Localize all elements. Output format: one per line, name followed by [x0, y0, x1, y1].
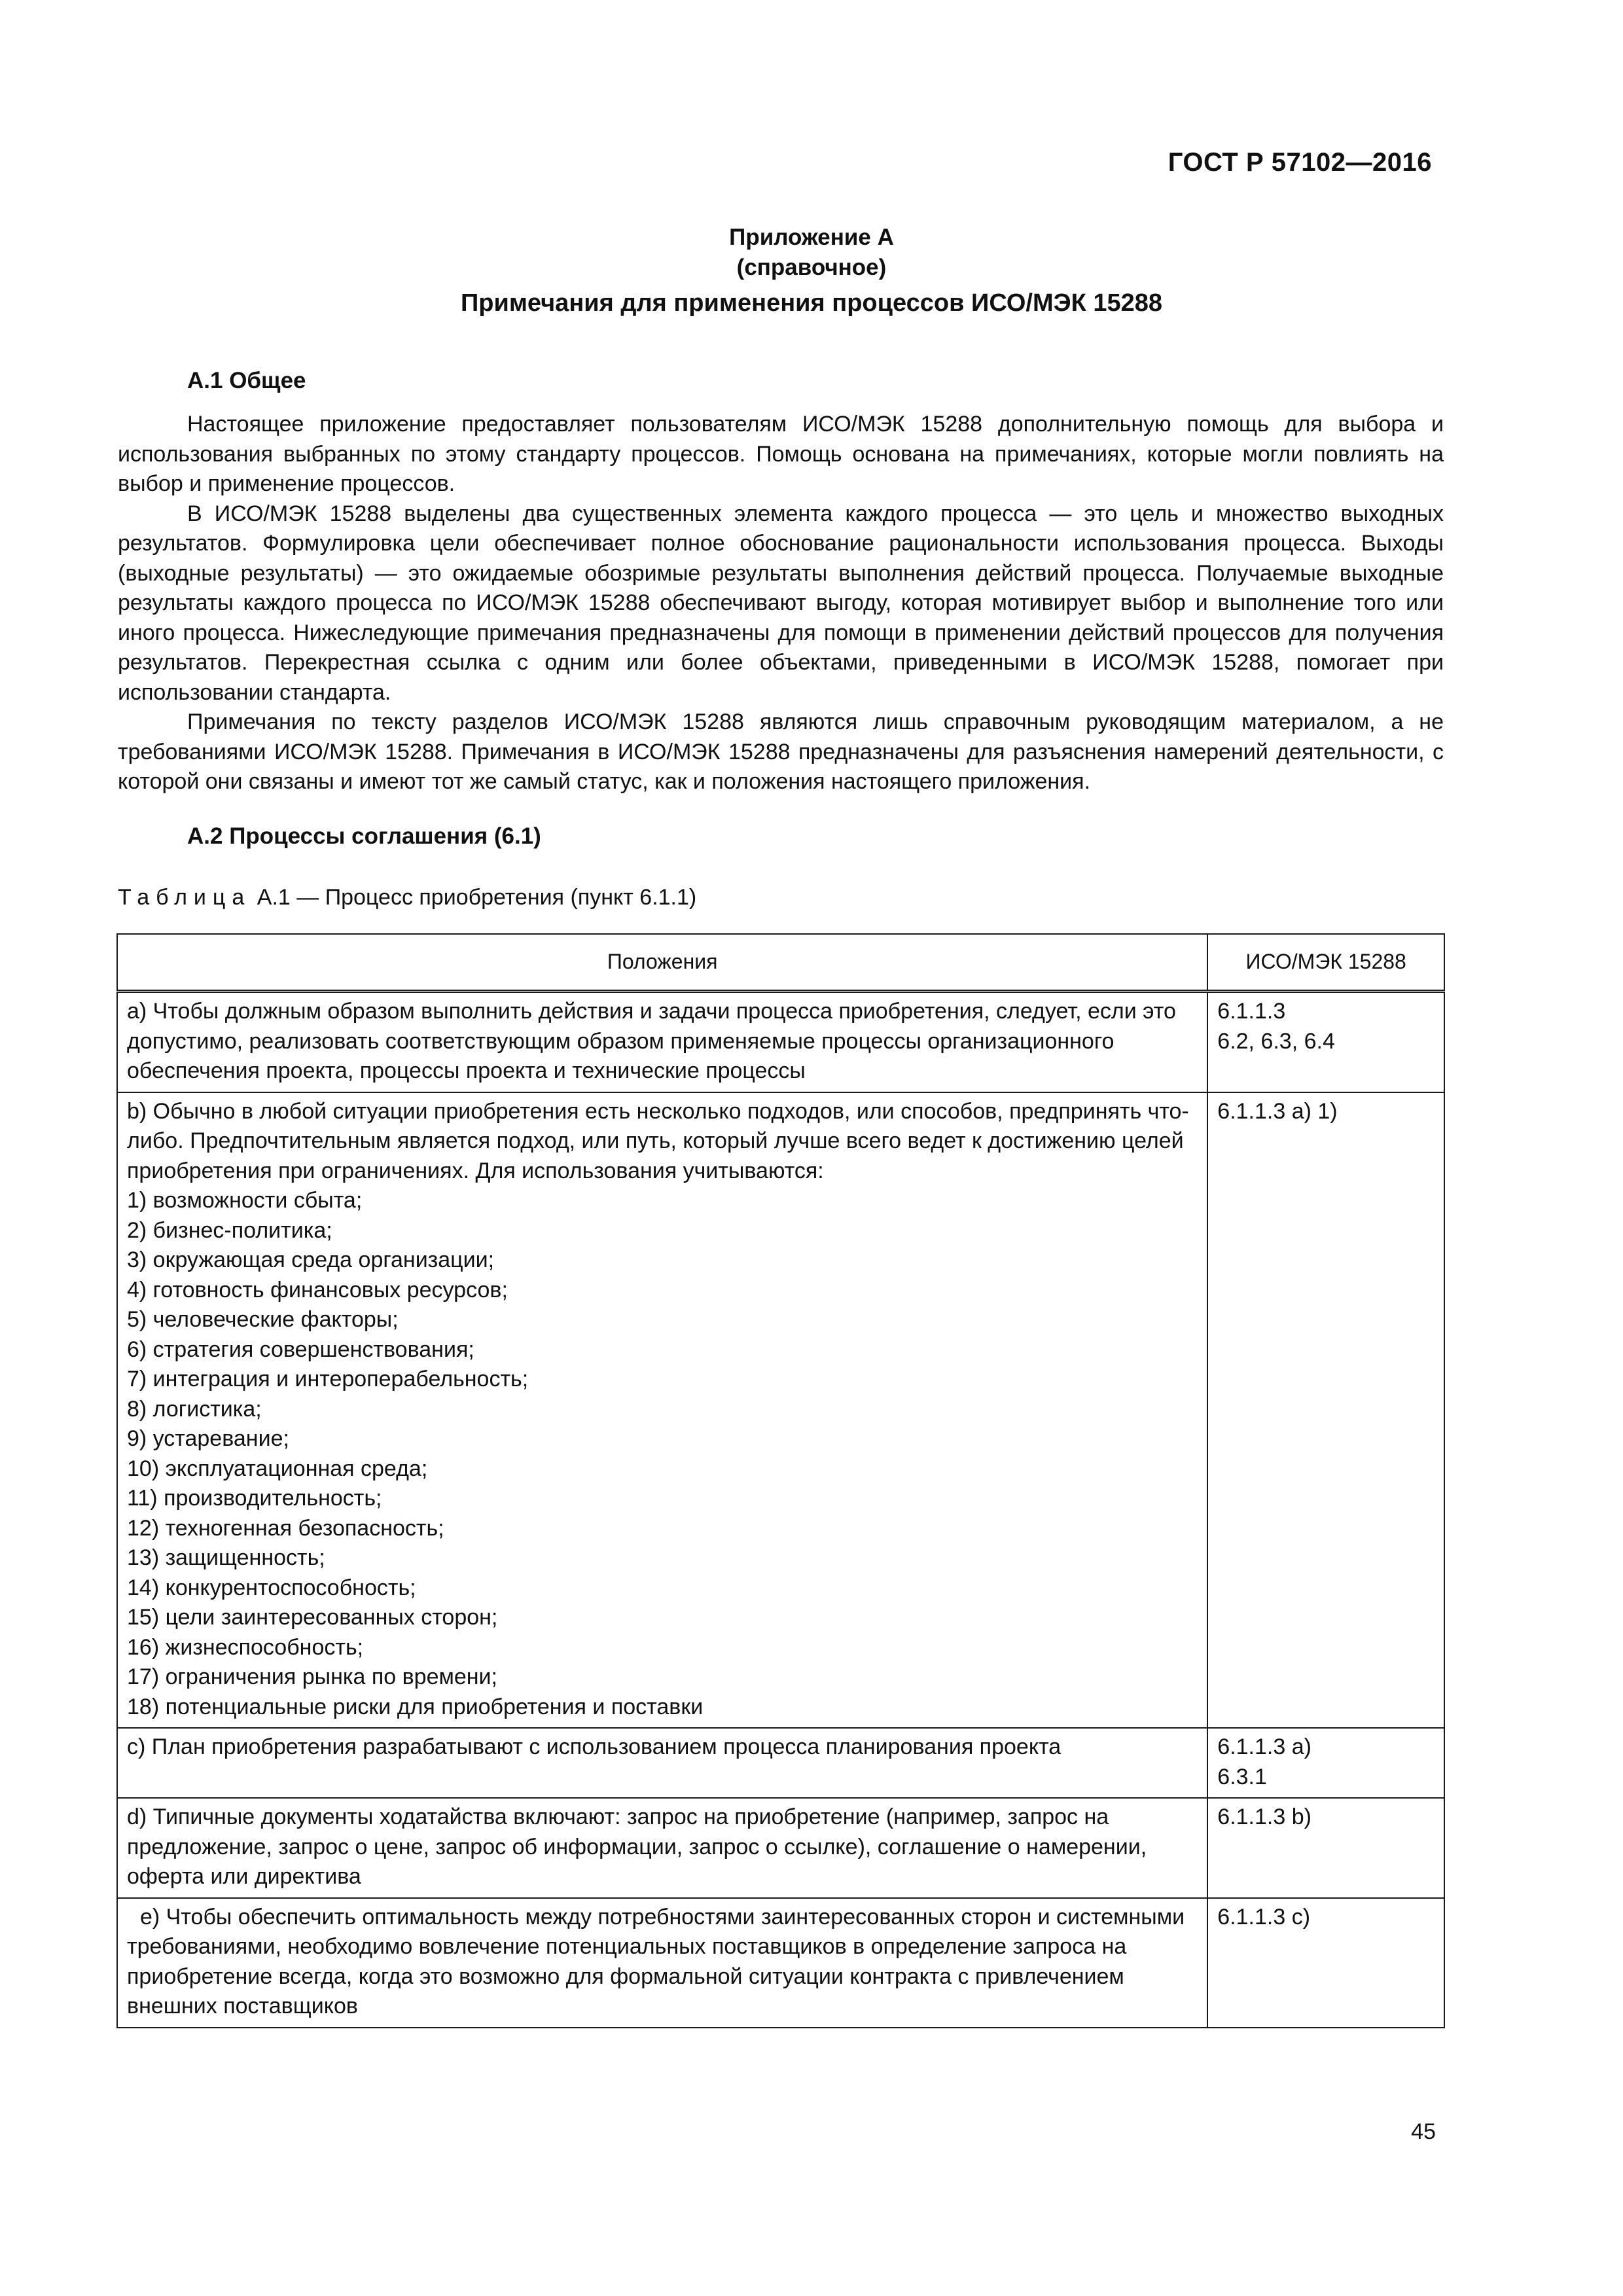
annex-heading — [0, 223, 1623, 321]
reference-line: 6.1.1.3 а) — [1217, 1734, 1311, 1759]
table-header-row — [117, 934, 1444, 992]
table-row — [117, 992, 1444, 1092]
table-row — [117, 1898, 1444, 2028]
reference-line: 6.3.1 — [1217, 1764, 1267, 1789]
list-item: 1) возможности сбыта; — [127, 1188, 363, 1213]
provision-cell: e) Чтобы обеспечить оптимальность между потребностями заинтересованных сторон и системными требованиями, необходимо вовлечение потенциальных поставщиков в определение запроса на приобретение всегда, когда это возможно для формальной ситуации контракта с привлечением внешних поставщиков — [117, 1898, 1207, 2028]
reference-line: 6.1.1.3 b) — [1217, 1804, 1311, 1829]
paragraph: В ИСО/МЭК 15288 выделены два существенных элемента каждого процесса — это цель и множество выходных результатов. Формулировка цели обеспечивает полное обоснование рациональности использования процесса. Выходы (выходные результаты) — это ожидаемые обозримые результаты выполнения действий процесса. Получаемые выходные результаты каждого процесса по ИСО/МЭК 15288 обеспечивают выгоду, которая мотивирует выбор и выполнение того или иного процесса. Нижеследующие примечания предназначены для помощи в применении действий процессов для получения результатов. Перекрестная ссылка с одним или более объектами, приведенными в ИСО/МЭК 15288, помогает при использовании стандарта. — [118, 501, 1444, 705]
list-item: 5) человеческие факторы; — [127, 1307, 399, 1332]
list-item: 18) потенциальные риски для приобретения и поставки — [127, 1694, 704, 1719]
list-item: 11) производительность; — [127, 1486, 382, 1511]
table-caption-word: Таблица — [118, 885, 251, 910]
list-item: 12) техногенная безопасность; — [127, 1515, 444, 1541]
table-caption-text: А.1 — Процесс приобретения (пункт 6.1.1) — [257, 885, 697, 910]
column-header-provisions: Положения — [117, 934, 1207, 992]
list-item: 13) защищенность; — [127, 1545, 325, 1570]
page-number: 45 — [1411, 2119, 1436, 2144]
list-item: 6) стратегия совершенствования; — [127, 1336, 474, 1362]
list-item: 15) цели заинтересованных сторон; — [127, 1605, 498, 1630]
reference-line: 6.1.1.3 а) 1) — [1217, 1098, 1338, 1124]
section-a1-body — [118, 410, 1444, 797]
provision-cell: a) Чтобы должным образом выполнить действия и задачи процесса приобретения, следует, если это допустимо, реализовать соответствующим образом применяемые процессы организационного обеспечения проекта, процессы проекта и технические процессы — [117, 992, 1207, 1092]
list-item: 17) ограничения рынка по времени; — [127, 1664, 497, 1689]
section-a2-heading: А.2 Процессы соглашения (6.1) — [187, 823, 541, 849]
table-row — [117, 1728, 1444, 1798]
section-a1-heading: А.1 Общее — [187, 368, 306, 393]
list-item: 3) окружающая среда организации; — [127, 1247, 495, 1272]
paragraph: Настоящее приложение предоставляет пользователям ИСО/МЭК 15288 дополнительную помощь для выбора и использования выбранных по этому стандарту процессов. Помощь основана на примечаниях, которые могли повлиять на выбор и применение процессов. — [118, 412, 1444, 496]
table-row — [117, 1092, 1444, 1729]
list-item: 7) интеграция и интероперабельность; — [127, 1367, 529, 1391]
provision-cell: c) План приобретения разрабатывают с использованием процесса планирования проекта — [117, 1728, 1207, 1798]
process-table — [116, 933, 1445, 2028]
paragraph: Примечания по тексту разделов ИСО/МЭК 15288 являются лишь справочным руководящим материалом, а не требованиями ИСО/МЭК 15288. Примечания в ИСО/МЭК 15288 предназначены для разъяснения намерений деятельности, с которой они связаны и имеют тот же самый статус, как и положения настоящего приложения. — [118, 709, 1444, 794]
annex-status: (справочное) — [736, 255, 887, 280]
list-item: 9) устаревание; — [127, 1426, 289, 1451]
reference-cell — [1207, 992, 1444, 1092]
list-item: 8) логистика; — [127, 1396, 262, 1422]
list-item: 2) бизнес-политика; — [127, 1217, 332, 1243]
provision-cell: d) Типичные документы ходатайства включают: запрос на приобретение (например, запрос на предложение, запрос о цене, запрос об информации, запрос о ссылке), соглашение о намерении, оферта или директива — [117, 1798, 1207, 1898]
provision-cell — [117, 1092, 1207, 1729]
reference-line: 6.1.1.3 с) — [1217, 1904, 1311, 1929]
document-header-id: ГОСТ Р 57102—2016 — [1168, 148, 1432, 177]
annex-label: Приложение А — [729, 224, 894, 250]
list-item: 4) готовность финансовых ресурсов; — [127, 1277, 508, 1302]
annex-title: Примечания для применения процессов ИСО/МЭК 15288 — [460, 289, 1163, 317]
table-caption — [118, 885, 696, 910]
reference-cell — [1207, 1092, 1444, 1729]
list-item: 16) жизнеспособность; — [127, 1634, 364, 1660]
column-header-standard: ИСО/МЭК 15288 — [1207, 934, 1444, 992]
provision-text: b) Обычно в любой ситуации приобретения есть несколько подходов, или способов, предпринять что-либо. Предпочтительным является подход, или путь, который лучше всего ведет к достижению целей приобретения при ограничениях. Для использования учитываются: — [127, 1098, 1189, 1183]
reference-cell — [1207, 1898, 1444, 2028]
considerations-list — [127, 1186, 1198, 1722]
reference-line: 6.1.1.3 — [1217, 999, 1286, 1024]
reference-cell — [1207, 1728, 1444, 1798]
table-row — [117, 1798, 1444, 1898]
reference-line: 6.2, 6.3, 6.4 — [1217, 1028, 1335, 1054]
list-item: 10) эксплуатационная среда; — [127, 1456, 428, 1481]
reference-cell — [1207, 1798, 1444, 1898]
list-item: 14) конкурентоспособность; — [127, 1575, 416, 1600]
